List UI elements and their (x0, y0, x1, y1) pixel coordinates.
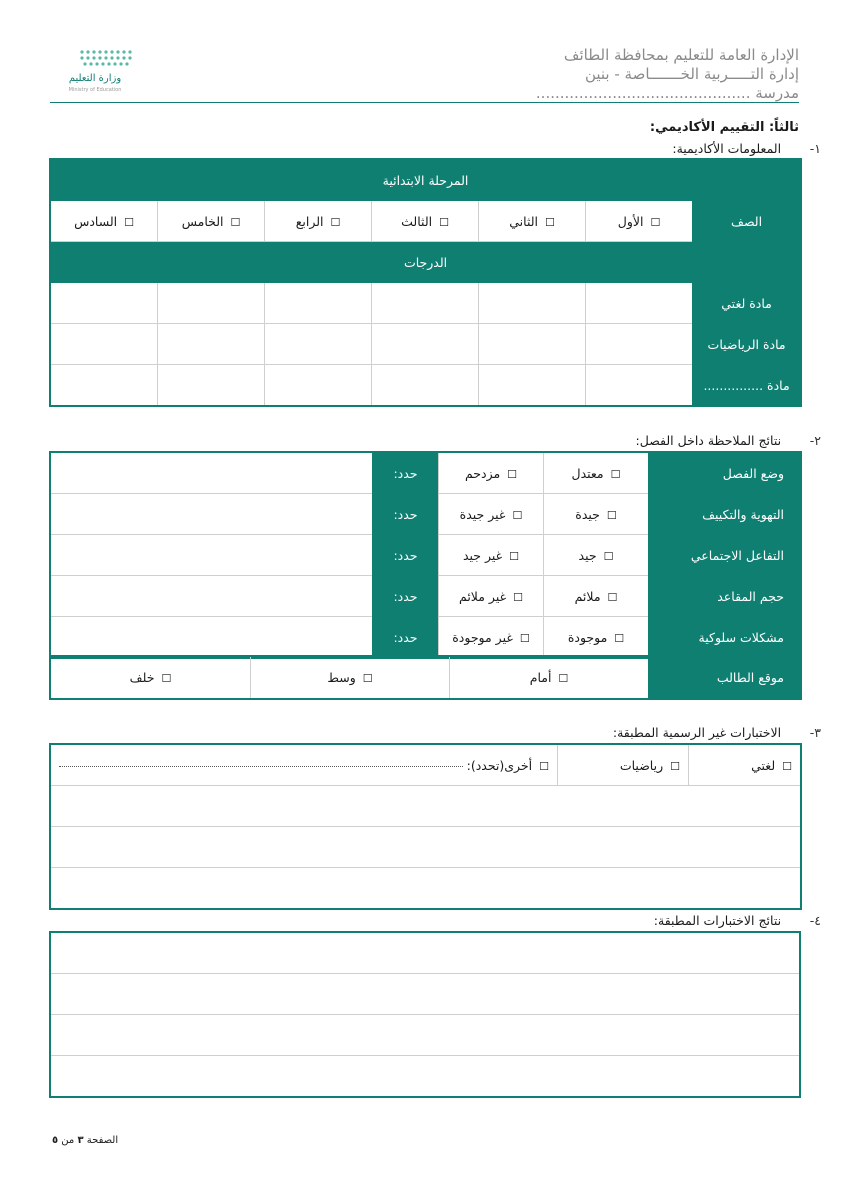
checkbox-icon[interactable]: ☐ (607, 590, 618, 604)
test-option-arabic[interactable] (689, 745, 801, 786)
option-label: جيد (578, 547, 597, 563)
test-results-number: ٤- (809, 913, 821, 928)
student-position-table (50, 656, 801, 699)
specify-label: حدد: (373, 453, 439, 494)
option-label: غير ملائم (459, 588, 507, 604)
grade-option-5[interactable] (158, 201, 265, 242)
observation-row-label: مشكلات سلوكية (649, 617, 801, 658)
results-line[interactable] (51, 974, 800, 1015)
observation-option[interactable] (544, 576, 649, 617)
logo-subtitle: Ministry of Education (68, 87, 122, 93)
observation-option[interactable] (439, 453, 544, 494)
observation-number: ٢- (809, 433, 821, 448)
option-label: موجودة (567, 629, 608, 645)
checkbox-icon[interactable]: ☐ (230, 215, 241, 229)
option-label: وسط (327, 670, 356, 685)
checkbox-icon[interactable]: ☐ (507, 467, 518, 481)
option-label: غير جيد (462, 547, 503, 563)
score-cell[interactable] (372, 283, 479, 324)
checkbox-icon[interactable]: ☐ (330, 215, 341, 229)
test-option-other[interactable] (51, 745, 558, 786)
grade-label: الثاني (509, 213, 539, 229)
score-cell[interactable] (479, 283, 586, 324)
academic-number: ١- (809, 141, 821, 156)
option-label: لغتي (751, 757, 776, 773)
option-label: معتدل (571, 465, 604, 481)
observation-row-label: التفاعل الاجتماعي (649, 535, 801, 576)
notes-line[interactable] (51, 827, 801, 868)
observation-option[interactable] (544, 494, 649, 535)
score-cell[interactable] (158, 324, 265, 365)
checkbox-icon[interactable]: ☐ (614, 631, 625, 645)
score-cell[interactable] (479, 365, 586, 406)
position-option-back[interactable] (51, 657, 251, 699)
checkbox-icon[interactable]: ☐ (603, 549, 614, 563)
checkbox-icon[interactable]: ☐ (558, 672, 569, 685)
grade-label: الخامس (181, 213, 224, 229)
results-line[interactable] (51, 1056, 800, 1097)
stage-header: المرحلة الابتدائية (51, 160, 801, 201)
score-cell[interactable] (372, 365, 479, 406)
checkbox-icon[interactable]: ☐ (124, 215, 134, 229)
notes-line[interactable] (51, 868, 801, 909)
option-label: أمام (529, 670, 552, 685)
header-line-1: الإدارة العامة للتعليم بمحافظة الطائف (563, 46, 799, 64)
option-label: غير موجودة (452, 629, 513, 645)
grade-label: الأول (617, 213, 644, 229)
observation-row-label: التهوية والتكييف (649, 494, 801, 535)
test-results-table (50, 932, 800, 1097)
score-cell[interactable] (479, 324, 586, 365)
grade-option-2[interactable] (479, 201, 586, 242)
section-title: ثالثاً: التقييم الأكاديمي: (649, 120, 799, 135)
test-results-title: نتائج الاختبارات المطبقة: (653, 913, 782, 928)
score-cell[interactable] (586, 283, 693, 324)
specify-field[interactable] (51, 453, 373, 494)
score-cell[interactable] (51, 365, 158, 406)
grade-option-3[interactable] (372, 201, 479, 242)
specify-field[interactable] (51, 494, 373, 535)
observation-table (50, 452, 801, 658)
position-option-middle[interactable] (251, 657, 450, 699)
scores-header: الدرجات (51, 242, 801, 283)
specify-label: حدد: (373, 535, 439, 576)
option-label: غير جيدة (459, 506, 506, 522)
academic-heading (672, 141, 821, 156)
subject-label: مادة الرياضيات (693, 324, 801, 365)
score-cell[interactable] (265, 324, 372, 365)
grade-label: الثالث (401, 213, 433, 229)
specify-label: حدد: (373, 494, 439, 535)
observation-heading (636, 433, 821, 448)
academic-title: المعلومات الأكاديمية: (672, 141, 782, 156)
score-cell[interactable] (265, 283, 372, 324)
score-cell[interactable] (158, 283, 265, 324)
results-line[interactable] (51, 1015, 800, 1056)
specify-label: حدد: (373, 576, 439, 617)
checkbox-icon[interactable]: ☐ (650, 215, 661, 229)
score-cell[interactable] (158, 365, 265, 406)
score-cell[interactable] (51, 283, 158, 324)
checkbox-icon[interactable]: ☐ (513, 590, 523, 604)
page-label: الصفحة (86, 1135, 119, 1146)
page-of: من (61, 1135, 75, 1146)
checkbox-icon[interactable]: ☐ (670, 759, 680, 773)
observation-row-label: حجم المقاعد (649, 576, 801, 617)
option-label: مزدحم (464, 465, 501, 481)
checkbox-icon[interactable]: ☐ (439, 215, 449, 229)
other-specify-field[interactable] (59, 766, 463, 767)
score-cell[interactable] (51, 324, 158, 365)
checkbox-icon[interactable]: ☐ (512, 508, 523, 522)
observation-option[interactable] (544, 453, 649, 494)
class-label: الصف (693, 201, 801, 242)
header-line-3: مدرسة ............................................. (535, 84, 799, 102)
page-total: ٥ (52, 1135, 59, 1146)
checkbox-icon[interactable]: ☐ (782, 759, 792, 773)
subject-label: مادة لغتي (693, 283, 801, 324)
notes-line[interactable] (51, 786, 801, 827)
score-cell[interactable] (372, 324, 479, 365)
observation-option[interactable] (439, 494, 544, 535)
logo-name: وزارة التعليم (68, 73, 122, 84)
checkbox-icon[interactable]: ☐ (610, 467, 621, 481)
informal-tests-number: ٣- (809, 725, 821, 740)
informal-tests-table (50, 744, 801, 909)
test-option-math[interactable] (558, 745, 689, 786)
grade-option-4[interactable] (265, 201, 372, 242)
header-line-2: إدارة التـــــربية الخـــــــاصة - بنين (584, 65, 799, 83)
option-label: جيدة (575, 506, 600, 522)
observation-option[interactable] (544, 535, 649, 576)
option-label: رياضيات (619, 757, 664, 773)
checkbox-icon[interactable]: ☐ (539, 759, 549, 773)
observation-option[interactable] (439, 576, 544, 617)
specify-label: حدد: (373, 617, 439, 658)
checkbox-icon[interactable]: ☐ (519, 631, 530, 645)
option-label: أخرى(تحدد): (466, 757, 533, 773)
position-option-front[interactable] (450, 657, 649, 699)
academic-table (50, 159, 801, 406)
test-results-heading (654, 913, 821, 928)
score-cell[interactable] (265, 365, 372, 406)
checkbox-icon[interactable]: ☐ (606, 508, 617, 522)
score-cell[interactable] (586, 324, 693, 365)
student-position-label: موقع الطالب (649, 657, 801, 699)
grade-label: الرابع (295, 213, 324, 229)
checkbox-icon[interactable]: ☐ (161, 672, 172, 685)
option-label: ملائم (574, 588, 601, 604)
grade-option-1[interactable] (586, 201, 693, 242)
results-line[interactable] (51, 933, 800, 974)
header-divider (50, 102, 799, 103)
informal-tests-title: الاختبارات غير الرسمية المطبقة: (612, 725, 782, 740)
observation-option[interactable] (544, 617, 649, 658)
specify-field[interactable] (51, 535, 373, 576)
specify-field[interactable] (51, 576, 373, 617)
specify-field[interactable] (51, 617, 373, 658)
header (379, 46, 799, 103)
grade-label: السادس (74, 213, 118, 229)
grade-option-6[interactable] (51, 201, 158, 242)
informal-tests-heading (613, 725, 821, 740)
subject-label: مادة ............... (693, 365, 801, 406)
observation-option[interactable] (439, 535, 544, 576)
page-footer (52, 1135, 118, 1146)
option-label: خلف (129, 670, 155, 685)
observation-option[interactable] (439, 617, 544, 658)
observation-title: نتائج الملاحظة داخل الفصل: (635, 433, 782, 448)
page-number: ٣ (77, 1135, 84, 1146)
checkbox-icon[interactable]: ☐ (509, 549, 520, 563)
checkbox-icon[interactable]: ☐ (362, 672, 373, 685)
score-cell[interactable] (586, 365, 693, 406)
observation-row-label: وضع الفصل (649, 453, 801, 494)
checkbox-icon[interactable]: ☐ (545, 215, 555, 229)
